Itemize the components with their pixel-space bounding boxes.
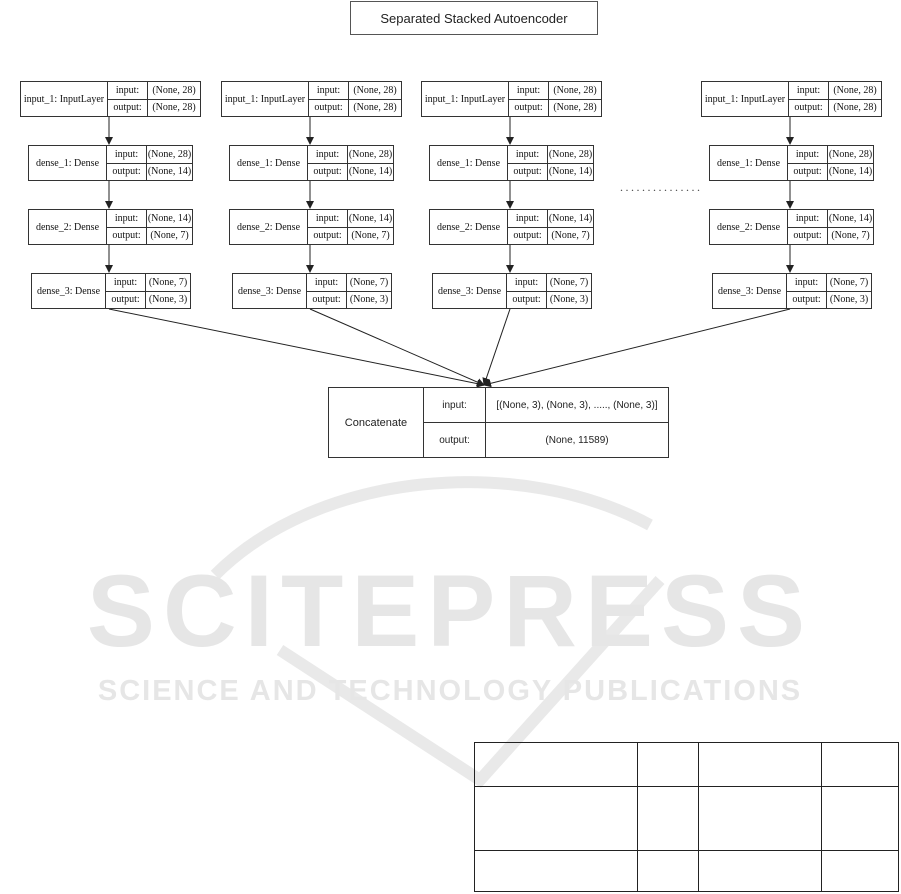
layer-shapes (349, 82, 401, 116)
layer-name: dense_3: Dense (713, 274, 787, 308)
layer-box (429, 145, 594, 181)
layer-input-shape: (None, 28) (148, 82, 200, 100)
table-cell (638, 743, 699, 787)
concatenate-io-labels (424, 388, 486, 457)
layer-output-label: output: (313, 230, 342, 242)
layer-input-shape: (None, 28) (348, 146, 393, 164)
layer-name: dense_1: Dense (430, 146, 508, 180)
table-cell (638, 787, 699, 851)
concatenate-output-label: output: (439, 434, 470, 446)
layer-output-label: output: (794, 102, 823, 114)
empty-table (474, 742, 899, 892)
layer-shapes (148, 82, 200, 116)
layer-input-label: input: (106, 274, 145, 292)
layer-output-shape: (None, 3) (829, 294, 869, 306)
layer-input-label: input: (508, 210, 547, 228)
layer-output-shape: (None, 28) (152, 102, 196, 114)
layer-output-label: output: (314, 102, 343, 114)
table-cell (475, 851, 638, 892)
layer-output-shape: (None, 14) (548, 166, 593, 178)
table-cell (699, 743, 822, 787)
layer-input-shape: (None, 28) (548, 146, 593, 164)
layer-shapes (548, 146, 593, 180)
layer-output-label: output: (312, 294, 341, 306)
layer-input-label: input: (108, 82, 147, 100)
layer-output-shape: (None, 3) (349, 294, 389, 306)
concat-arrow (484, 309, 790, 385)
layer-input-shape: (None, 7) (547, 274, 591, 292)
layer-input-label: input: (509, 82, 548, 100)
concat-arrow (484, 309, 510, 385)
layer-input-shape: (None, 7) (347, 274, 391, 292)
layer-name: input_1: InputLayer (702, 82, 789, 116)
layer-output-label: output: (112, 166, 141, 178)
layer-output-label: output: (792, 294, 821, 306)
layer-output-label: output: (513, 230, 542, 242)
layer-input-label: input: (308, 146, 347, 164)
layer-input-label: input: (788, 210, 827, 228)
layer-shapes (147, 146, 192, 180)
layer-io-labels (789, 82, 829, 116)
layer-input-shape: (None, 14) (147, 210, 192, 228)
layer-output-shape: (None, 14) (828, 166, 873, 178)
layer-shapes (348, 210, 393, 244)
layer-box (31, 273, 191, 309)
layer-name: dense_1: Dense (710, 146, 788, 180)
layer-box (421, 81, 602, 117)
layer-input-shape: (None, 28) (829, 82, 881, 100)
layer-io-labels (508, 210, 548, 244)
layer-name: dense_1: Dense (230, 146, 308, 180)
table-cell (699, 851, 822, 892)
layer-name: input_1: InputLayer (422, 82, 509, 116)
table-cell (638, 851, 699, 892)
layer-name: dense_2: Dense (29, 210, 107, 244)
layer-name: dense_3: Dense (433, 274, 507, 308)
layer-output-shape: (None, 28) (553, 102, 597, 114)
layer-name: dense_3: Dense (32, 274, 106, 308)
layer-box (229, 145, 394, 181)
concat-arrow (109, 309, 484, 385)
layer-input-shape: (None, 7) (827, 274, 871, 292)
table-row (475, 851, 899, 892)
layer-io-labels (788, 146, 828, 180)
table-row (475, 743, 899, 787)
watermark-title: SCITEPRESS (86, 554, 814, 668)
layer-output-label: output: (793, 166, 822, 178)
watermark-subtitle: SCIENCE AND TECHNOLOGY PUBLICATIONS (97, 675, 803, 707)
layer-input-label: input: (107, 210, 146, 228)
table-cell (822, 787, 899, 851)
layer-name: input_1: InputLayer (222, 82, 309, 116)
layer-box (712, 273, 872, 309)
layer-box (221, 81, 402, 117)
layer-box (28, 209, 193, 245)
layer-box (28, 145, 193, 181)
layer-output-shape: (None, 7) (551, 230, 590, 242)
layer-input-label: input: (507, 274, 546, 292)
layer-name: dense_3: Dense (233, 274, 307, 308)
layer-input-shape: (None, 28) (549, 82, 601, 100)
layer-io-labels (787, 274, 827, 308)
layer-input-label: input: (508, 146, 547, 164)
layer-output-shape: (None, 7) (150, 230, 189, 242)
layer-input-shape: (None, 28) (349, 82, 401, 100)
layer-output-shape: (None, 7) (351, 230, 390, 242)
layer-shapes (348, 146, 393, 180)
layer-name: input_1: InputLayer (21, 82, 108, 116)
layer-output-label: output: (793, 230, 822, 242)
layer-output-shape: (None, 14) (147, 166, 192, 178)
layer-name: dense_2: Dense (430, 210, 508, 244)
layer-io-labels (107, 210, 147, 244)
table-cell (475, 787, 638, 851)
table-cell (822, 851, 899, 892)
layer-io-labels (507, 274, 547, 308)
layer-input-label: input: (789, 82, 828, 100)
layer-name: dense_2: Dense (230, 210, 308, 244)
layer-box (709, 145, 874, 181)
layer-shapes (547, 274, 591, 308)
layer-io-labels (106, 274, 146, 308)
concatenate-input-shape: [(None, 3), (None, 3), ....., (None, 3)] (486, 388, 668, 423)
concatenate-input-label: input: (424, 388, 485, 423)
layer-io-labels (509, 82, 549, 116)
layer-shapes (549, 82, 601, 116)
layer-output-shape: (None, 7) (831, 230, 870, 242)
layer-output-shape: (None, 3) (148, 294, 188, 306)
concatenate-values (486, 388, 668, 457)
layer-shapes (827, 274, 871, 308)
layer-input-label: input: (307, 274, 346, 292)
layer-output-shape: (None, 28) (833, 102, 877, 114)
layer-box (709, 209, 874, 245)
layer-box (20, 81, 201, 117)
layer-input-shape: (None, 14) (348, 210, 393, 228)
layer-output-shape: (None, 14) (348, 166, 393, 178)
layer-box (229, 209, 394, 245)
layer-output-shape: (None, 28) (353, 102, 397, 114)
layer-io-labels (307, 274, 347, 308)
layer-box (432, 273, 592, 309)
layer-input-shape: (None, 28) (147, 146, 192, 164)
layer-input-shape: (None, 14) (548, 210, 593, 228)
layer-output-label: output: (111, 294, 140, 306)
layer-shapes (828, 146, 873, 180)
layer-shapes (146, 274, 190, 308)
concat-arrow (310, 309, 484, 385)
layer-output-label: output: (313, 166, 342, 178)
layer-output-label: output: (113, 102, 142, 114)
layer-box (232, 273, 392, 309)
layer-input-shape: (None, 28) (828, 146, 873, 164)
layer-shapes (829, 82, 881, 116)
layer-io-labels (108, 82, 148, 116)
layer-io-labels (308, 210, 348, 244)
layer-io-labels (107, 146, 147, 180)
layer-name: dense_2: Dense (710, 210, 788, 244)
layer-output-shape: (None, 3) (549, 294, 589, 306)
layer-io-labels (308, 146, 348, 180)
concatenate-name: Concatenate (329, 388, 424, 457)
layer-input-label: input: (309, 82, 348, 100)
layer-output-label: output: (512, 294, 541, 306)
layer-output-label: output: (513, 166, 542, 178)
layer-input-label: input: (787, 274, 826, 292)
layer-output-label: output: (112, 230, 141, 242)
layer-shapes (147, 210, 192, 244)
layer-name: dense_1: Dense (29, 146, 107, 180)
layer-box (701, 81, 882, 117)
table-row (475, 787, 899, 851)
layer-input-shape: (None, 7) (146, 274, 190, 292)
table-cell (475, 743, 638, 787)
layer-shapes (347, 274, 391, 308)
layer-io-labels (508, 146, 548, 180)
layer-io-labels (788, 210, 828, 244)
layer-input-shape: (None, 14) (828, 210, 873, 228)
layer-box (429, 209, 594, 245)
layer-shapes (548, 210, 593, 244)
layer-output-label: output: (514, 102, 543, 114)
layer-input-label: input: (308, 210, 347, 228)
table-cell (822, 743, 899, 787)
layer-input-label: input: (107, 146, 146, 164)
layer-input-label: input: (788, 146, 827, 164)
ellipsis: ............... (620, 180, 703, 194)
diagram-title: Separated Stacked Autoencoder (350, 1, 598, 35)
layer-shapes (828, 210, 873, 244)
layer-io-labels (309, 82, 349, 116)
concatenate-layer (328, 387, 669, 458)
table-cell (699, 787, 822, 851)
concatenate-output-shape: (None, 11589) (545, 434, 609, 446)
